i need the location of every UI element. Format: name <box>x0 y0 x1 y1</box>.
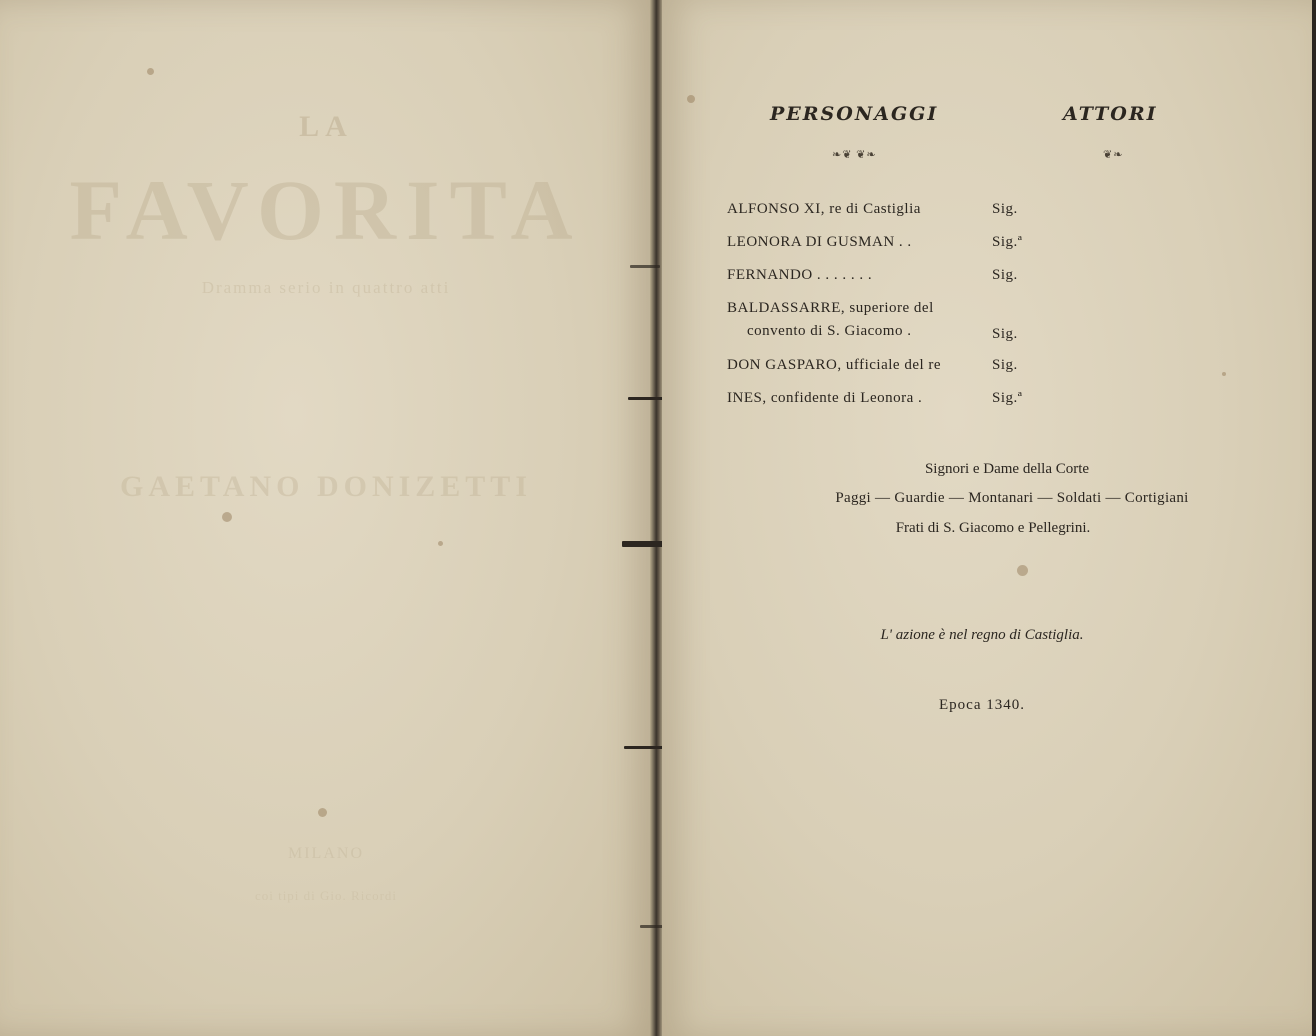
chorus-line: Signori e Dame della Corte <box>924 461 1090 477</box>
cast-row <box>727 390 1047 423</box>
cast-row <box>727 357 1047 390</box>
foxing-spot <box>1017 565 1028 576</box>
binding-stitch <box>640 925 664 928</box>
chorus-line: Paggi — Guardie — Montanari — Soldati — Cortigiani <box>835 490 1189 506</box>
chorus-line: Frati di S. Giacomo e Pellegrini. <box>895 520 1091 536</box>
cast-title: Sig.ª <box>992 390 1023 406</box>
cast-row <box>727 234 1047 267</box>
right-page <box>662 0 1312 1036</box>
foxing-spot <box>438 541 443 546</box>
epoch-note: Epoca 1340. <box>939 697 1025 713</box>
cast-role: LEONORA DI GUSMAN . . <box>727 234 912 250</box>
cast-title: Sig. <box>992 267 1018 283</box>
cast-role: INES, confidente di Leonora . <box>727 390 923 406</box>
foxing-spot <box>687 95 695 103</box>
binding-stitch <box>630 265 660 268</box>
cast-role: FERNANDO . . . . . . . <box>727 267 873 283</box>
binding-stitch <box>628 397 664 400</box>
binding-stitch <box>622 541 666 547</box>
foxing-spot <box>147 68 154 75</box>
left-page <box>0 0 652 1036</box>
foxing-spot <box>1222 372 1226 376</box>
ghost-title: FAVORITA <box>69 162 583 258</box>
setting-note: L' azione è nel regno di Castiglia. <box>880 627 1084 643</box>
fleuron-ornament: ❧❦ ❦❧ <box>832 149 877 161</box>
foxing-spot <box>222 512 232 522</box>
ghost-imprint: coi tipi di Gio. Ricordi <box>254 888 398 903</box>
cast-row <box>727 300 1047 357</box>
actors-heading: ATTORI <box>1063 103 1158 125</box>
ghost-title-small: LA <box>299 110 353 143</box>
foxing-spot <box>318 808 327 817</box>
cast-title: Sig. <box>992 357 1018 373</box>
cast-title: Sig.ª <box>992 234 1023 250</box>
binding-stitch <box>624 746 664 749</box>
characters-heading: PERSONAGGI <box>770 103 939 125</box>
cast-role-continuation: convento di S. Giacomo . <box>747 323 912 339</box>
fleuron-ornament: ❦❧ <box>1103 149 1124 161</box>
cast-role: BALDASSARRE, superiore del <box>727 300 934 316</box>
cast-row <box>727 267 1047 300</box>
cast-role: DON GASPARO, ufficiale del re <box>727 357 942 373</box>
ghost-city: MILANO <box>288 845 364 862</box>
ghost-composer: GAETANO DONIZETTI <box>119 470 532 503</box>
cast-list <box>727 201 1047 423</box>
cast-title: Sig. <box>992 201 1018 217</box>
cast-row <box>727 201 1047 234</box>
ghost-subtitle: Dramma serio in quattro atti <box>201 278 451 297</box>
cast-title: Sig. <box>992 326 1018 342</box>
cast-role: ALFONSO XI, re di Castiglia <box>727 201 921 217</box>
